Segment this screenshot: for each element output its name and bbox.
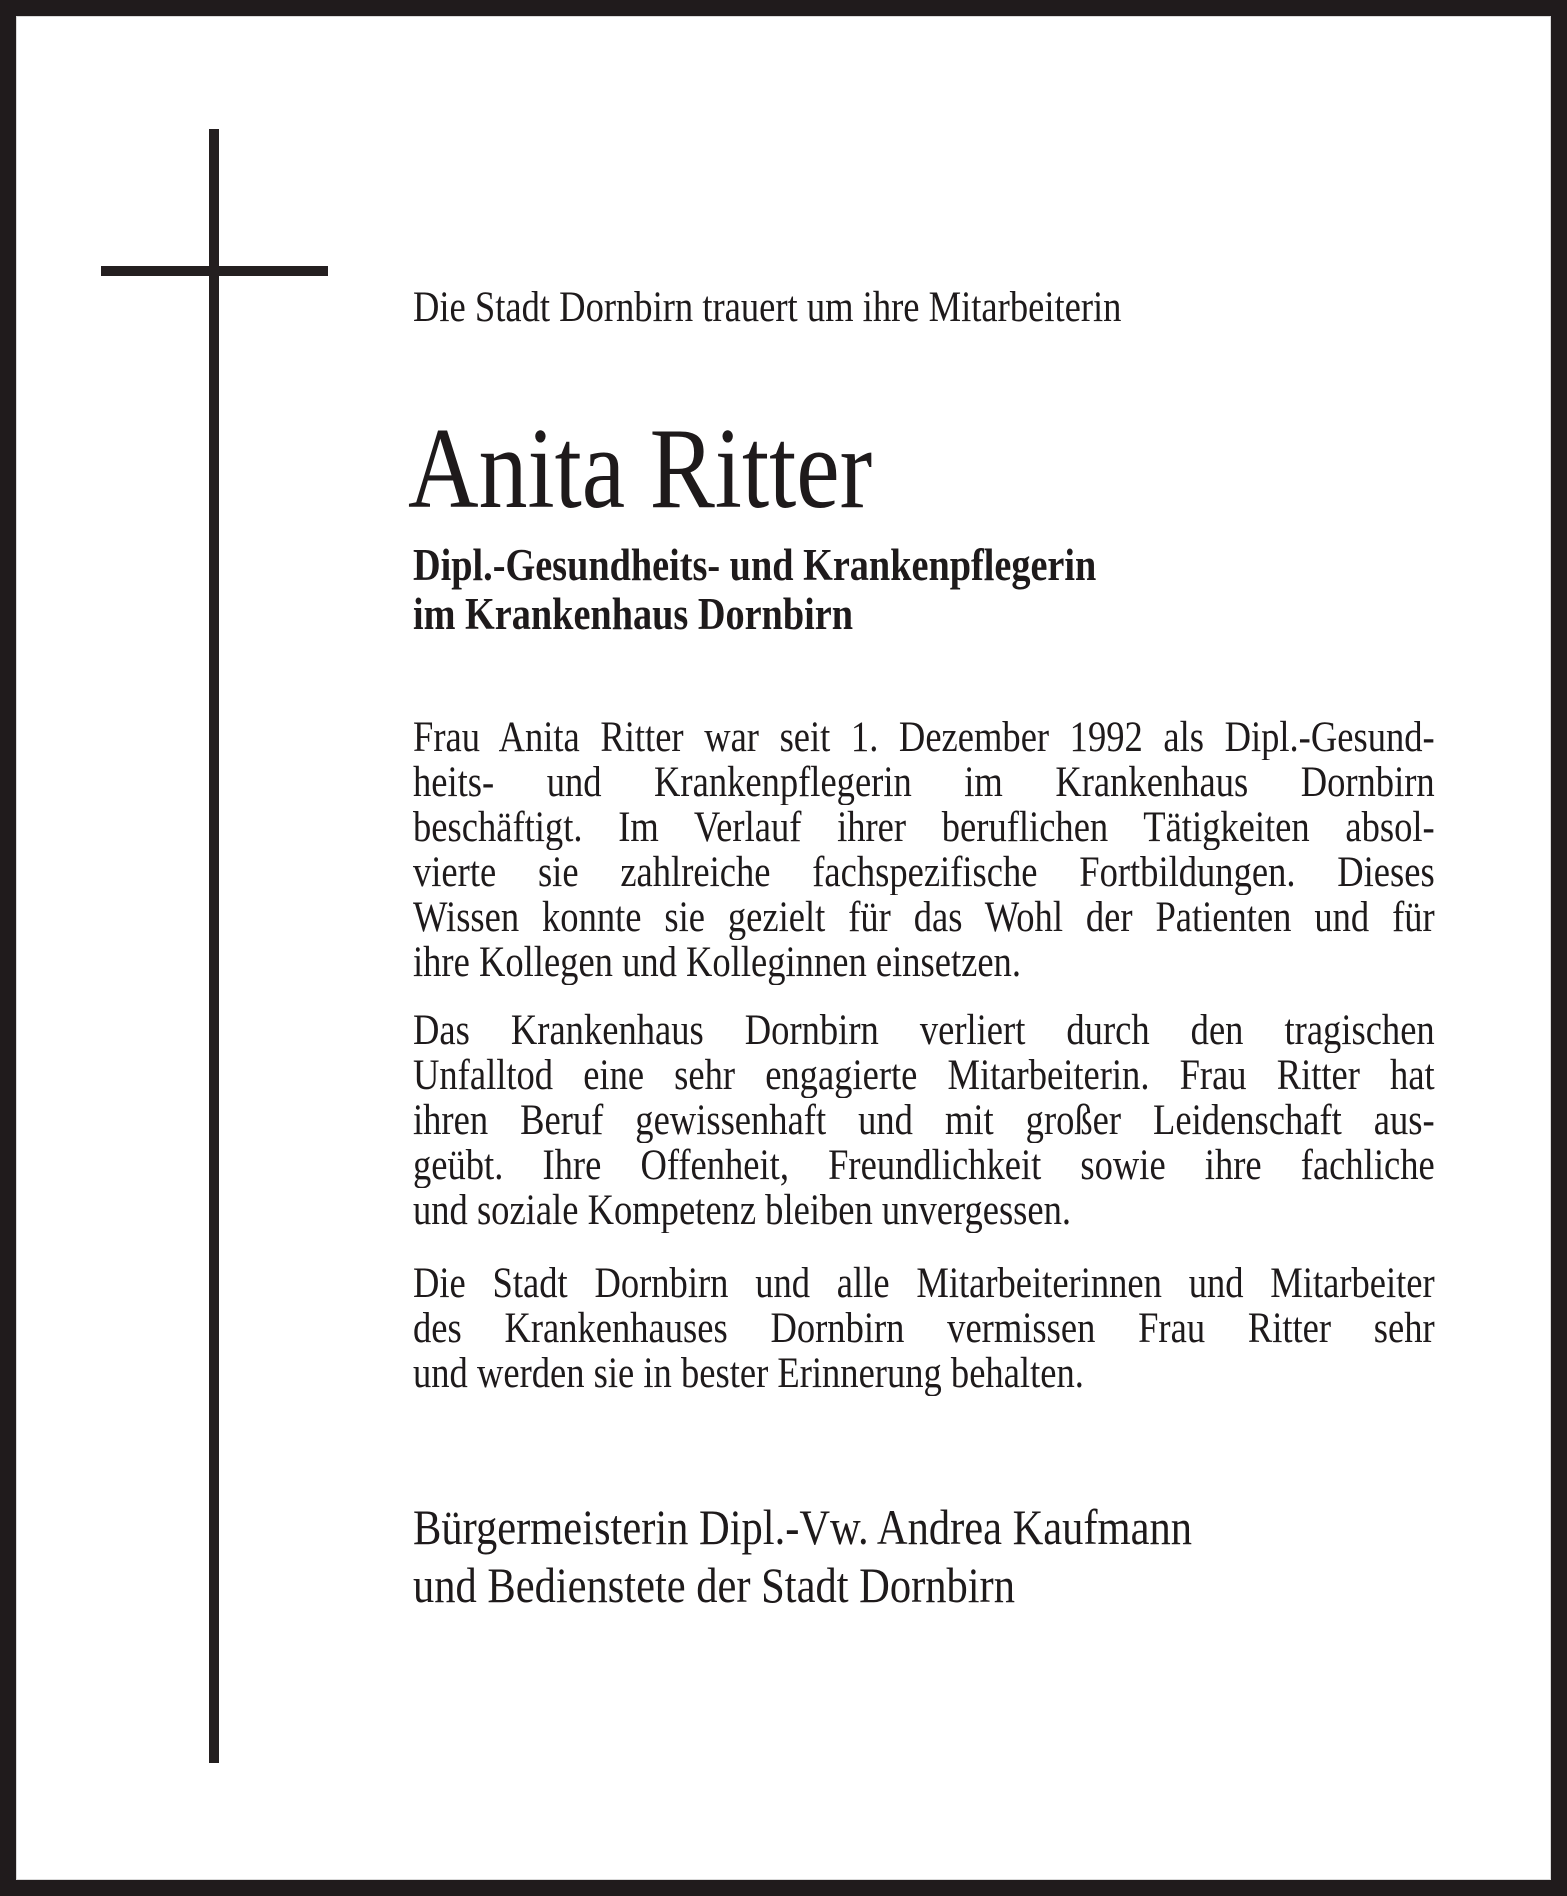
text-line: Die Stadt Dornbirn und alle Mitarbeiterinnen und Mitarbeiter <box>413 1261 1435 1306</box>
text-line: ihren Beruf gewissenhaft und mit großer Leidenschaft aus- <box>413 1098 1435 1143</box>
obituary-paragraph-3 <box>413 1261 1435 1396</box>
cross-horizontal-bar <box>101 266 328 276</box>
text-line: und werden sie in bester Erinnerung behalten. <box>413 1351 1084 1396</box>
text-line: Frau Anita Ritter war seit 1. Dezember 1992 als Dipl.-Gesund- <box>413 715 1435 760</box>
text-line: Unfalltod eine sehr engagierte Mitarbeiterin. Frau Ritter hat <box>413 1053 1435 1098</box>
text-line: des Krankenhauses Dornbirn vermissen Frau Ritter sehr <box>413 1306 1435 1351</box>
text-line: und soziale Kompetenz bleiben unvergessen. <box>413 1188 1072 1233</box>
text-line: Dipl.-Gesundheits- und Krankenpflegerin <box>413 540 1097 590</box>
text-line: Wissen konnte sie gezielt für das Wohl der Patienten und für <box>413 895 1435 940</box>
text-line: Das Krankenhaus Dornbirn verliert durch den tragischen <box>413 1008 1435 1053</box>
text-line: ihre Kollegen und Kolleginnen einsetzen. <box>413 940 1021 985</box>
text-line: beschäftigt. Im Verlauf ihrer beruflichen Tätigkeiten absol- <box>413 805 1435 850</box>
intro-line: Die Stadt Dornbirn trauert um ihre Mitarbeiterin <box>413 284 1122 331</box>
text-line: im Krankenhaus Dornbirn <box>413 589 853 639</box>
text-line: und Bedienstete der Stadt Dornbirn <box>413 1557 1015 1613</box>
obituary-paragraph-1 <box>413 715 1435 985</box>
text-line: Bürgermeisterin Dipl.-Vw. Andrea Kaufmann <box>413 1499 1192 1555</box>
text-line: geübt. Ihre Offenheit, Freundlichkeit sowie ihre fachliche <box>413 1143 1435 1188</box>
deceased-name-heading: Anita Ritter <box>408 405 873 532</box>
obituary-paragraph-2 <box>413 1008 1435 1233</box>
text-line: heits- und Krankenpflegerin im Krankenhaus Dornbirn <box>413 760 1435 805</box>
signature-block <box>413 1498 1192 1614</box>
cross-vertical-bar <box>209 129 219 1763</box>
role-subtitle <box>413 541 1096 639</box>
text-line: vierte sie zahlreiche fachspezifische Fortbildungen. Dieses <box>413 850 1435 895</box>
